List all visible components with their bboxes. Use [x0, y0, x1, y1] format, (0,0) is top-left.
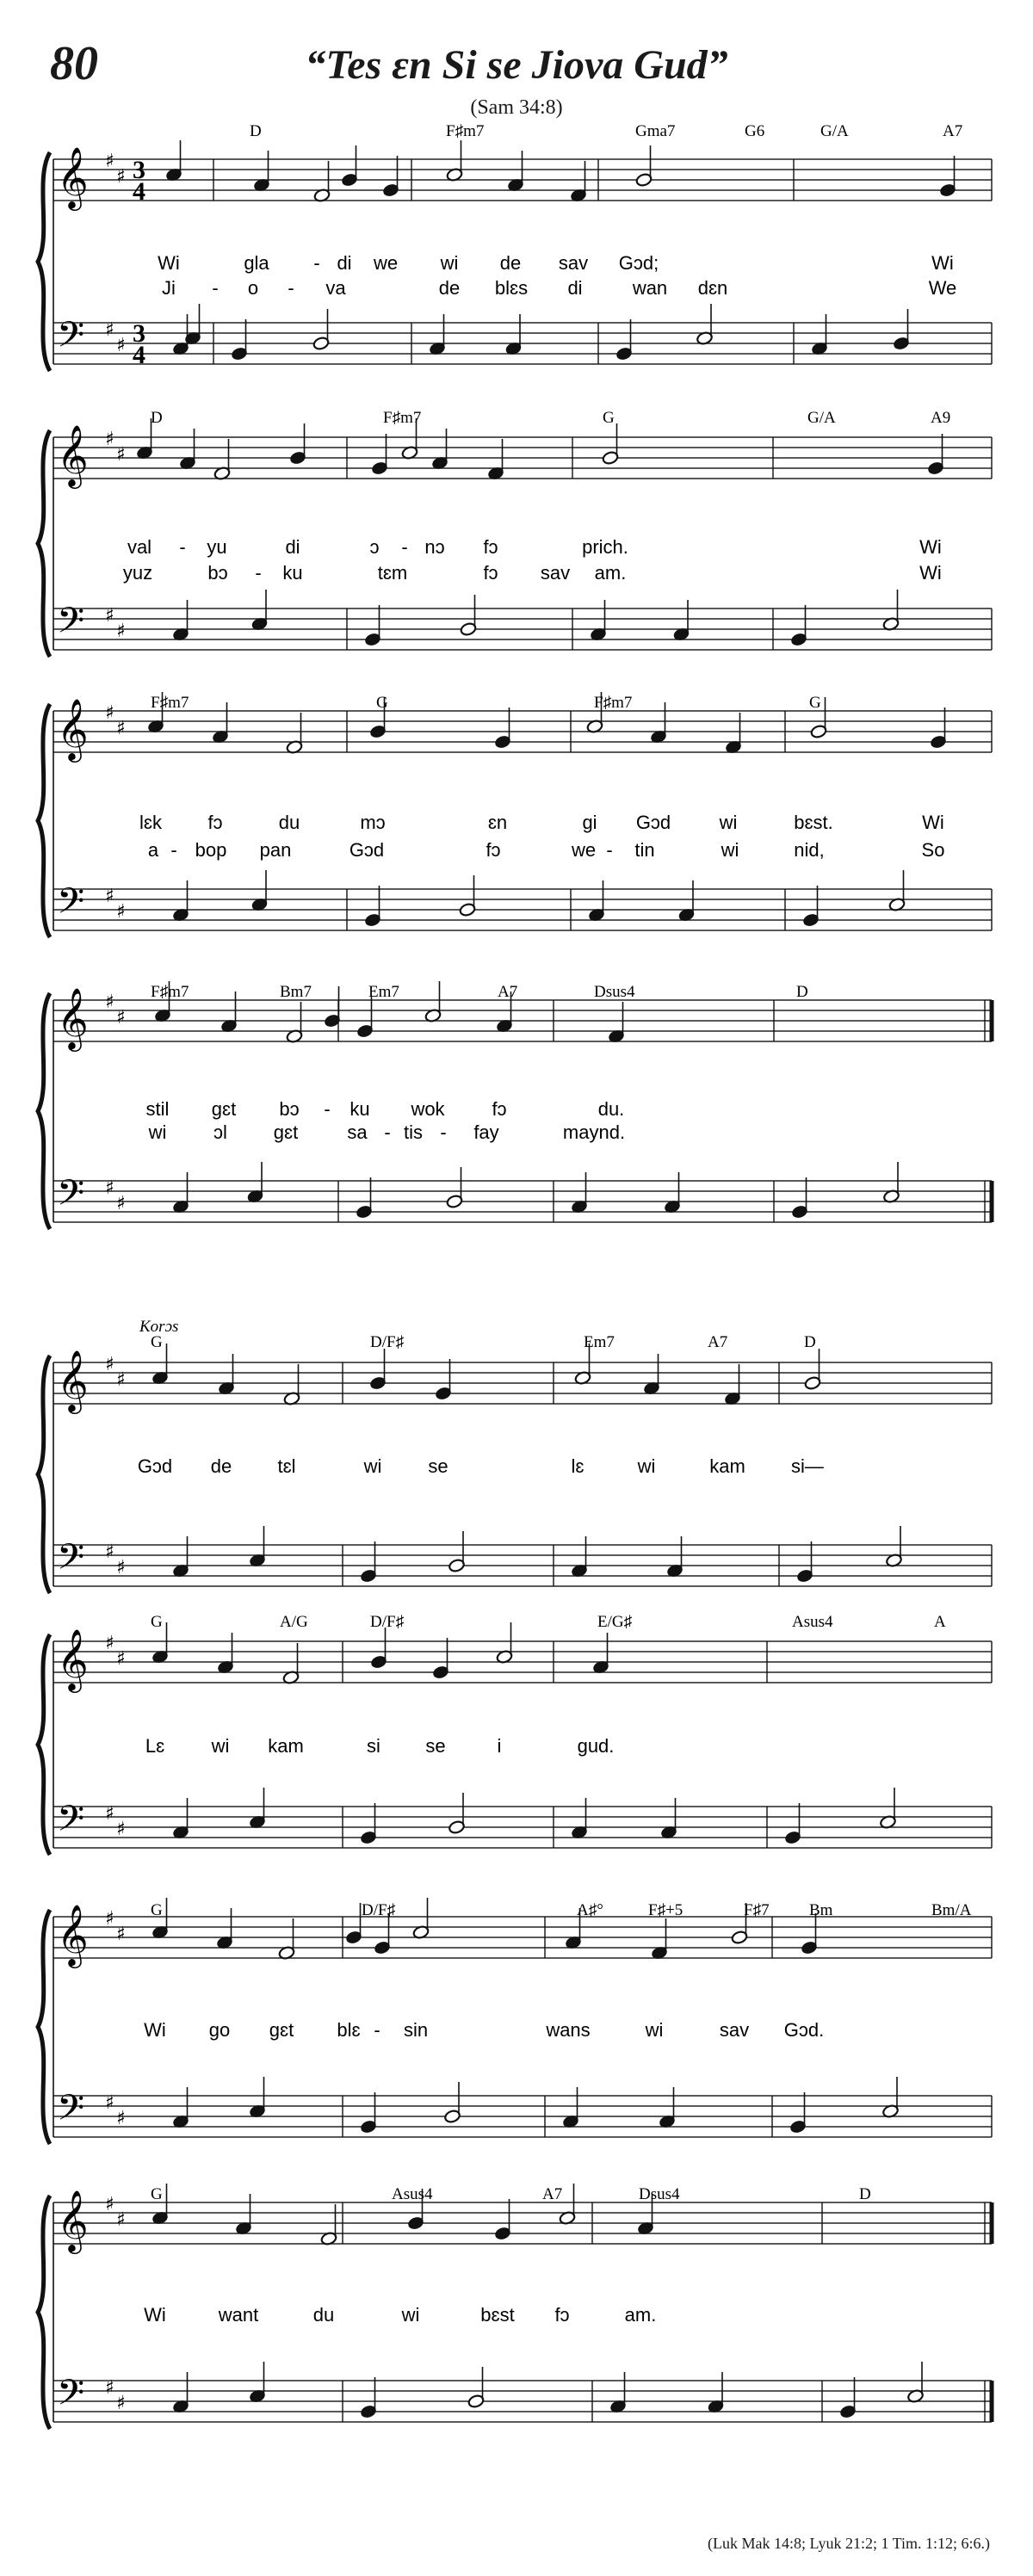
- system-2-lyric-syllable: prich.: [582, 536, 628, 558]
- system-7-lyric-syllable: wi: [645, 2019, 664, 2041]
- system-3-treble-clef-icon: 𝄞: [57, 697, 89, 760]
- system-3-key-sharp-icon: ♯: [105, 702, 114, 724]
- system-1-lyric-syllable: de: [438, 277, 461, 299]
- system-1-lyric-syllable: blɛs: [494, 277, 529, 299]
- system-3-chord-symbol: G: [376, 694, 388, 712]
- system-1-lyric-syllable: -: [212, 277, 219, 299]
- system-3-lyric-syllable: du: [278, 812, 300, 833]
- system-7-bass-clef-icon: 𝄢: [57, 2087, 85, 2137]
- system-5-section-label: Korɔs: [139, 1318, 179, 1336]
- system-4-key-sharp-icon: ♯: [116, 1193, 126, 1214]
- song-title: “Tes ɛn Si se Jiova Gud”: [305, 42, 728, 88]
- system-2-lyric-syllable: fɔ: [483, 562, 498, 584]
- system-4-chord-symbol: D: [796, 983, 808, 1001]
- system-8-lyric-syllable: fɔ: [554, 2304, 570, 2326]
- system-2-lyric-syllable: Wi: [919, 562, 942, 584]
- system-3-lyric-syllable: Gɔd: [349, 839, 385, 861]
- system-1-key-sharp-icon: ♯: [105, 319, 114, 341]
- system-3-lyric-syllable: gi: [582, 812, 597, 833]
- system-2-lyric-syllable: -: [179, 536, 186, 558]
- system-2-system-brace: [38, 430, 50, 657]
- system-1-key-sharp-icon: ♯: [116, 166, 126, 188]
- system-5-lyric-syllable: se: [428, 1455, 448, 1477]
- system-4-key-sharp-icon: ♯: [105, 1177, 114, 1199]
- system-1-lyric-syllable: we: [373, 252, 399, 274]
- system-6-lyric-syllable: kam: [268, 1735, 304, 1757]
- system-4-lyric-syllable: wok: [411, 1098, 445, 1120]
- system-1-bass-clef-icon: 𝄢: [57, 314, 85, 364]
- system-4-lyric-syllable: fɔ: [492, 1098, 507, 1120]
- system-4-lyric-syllable: -: [324, 1098, 331, 1120]
- system-7-chord-symbol: Bm/A: [931, 1901, 972, 1919]
- system-1-time-signature-bottom: 4: [133, 341, 145, 369]
- system-2-lyric-syllable: val: [127, 536, 152, 558]
- system-4-lyric-syllable: fay: [473, 1121, 499, 1143]
- system-2-key-sharp-icon: ♯: [116, 444, 126, 466]
- system-7-chord-symbol: Bm: [809, 1901, 833, 1919]
- system-7-lyric-syllable: Wi: [144, 2019, 166, 2041]
- system-3-lyric-syllable: fɔ: [486, 839, 501, 861]
- system-5-chord-symbol: D/F♯: [370, 1333, 405, 1351]
- system-4-chord-symbol: F♯m7: [151, 983, 189, 1001]
- system-7-treble-clef-icon: 𝄞: [57, 1903, 89, 1966]
- system-7-lyric-syllable: blɛ: [337, 2019, 361, 2041]
- system-5-bass-clef-icon: 𝄢: [57, 1536, 85, 1586]
- system-2-lyric-syllable: yu: [207, 536, 227, 558]
- system-2-lyric-syllable: ɔ: [369, 536, 380, 558]
- system-3-lyric-syllable: lɛk: [139, 812, 162, 833]
- system-7-lyric-syllable: gɛt: [269, 2019, 294, 2041]
- system-2-lyric-syllable: am.: [594, 562, 627, 584]
- system-4-lyric-syllable: ɔl: [213, 1121, 227, 1143]
- system-7-lyric-syllable: Gɔd.: [783, 2019, 825, 2041]
- system-3-chord-symbol: F♯m7: [594, 694, 633, 712]
- system-2-chord-symbol: F♯m7: [383, 409, 422, 427]
- system-6-system-brace: [38, 1634, 50, 1855]
- system-2-key-sharp-icon: ♯: [105, 429, 114, 450]
- system-3-lyric-syllable: nid,: [794, 839, 825, 861]
- system-4-lyric-syllable: -: [440, 1121, 447, 1143]
- system-5-key-sharp-icon: ♯: [105, 1354, 114, 1375]
- system-8-key-sharp-icon: ♯: [116, 2209, 126, 2231]
- system-1-lyric-syllable: wi: [440, 252, 459, 274]
- system-6-chord-symbol: A/G: [280, 1613, 308, 1631]
- system-7-lyric-syllable: sav: [719, 2019, 750, 2041]
- system-1-chord-symbol: F♯m7: [446, 122, 485, 140]
- system-1-treble-clef-icon: 𝄞: [57, 145, 89, 208]
- system-2-lyric-syllable: bɔ: [207, 562, 228, 584]
- system-1-lyric-syllable: dɛn: [697, 277, 728, 299]
- system-4-lyric-syllable: sa: [347, 1121, 368, 1143]
- system-7-key-sharp-icon: ♯: [116, 2108, 126, 2129]
- system-1-time-signature-bottom: 4: [133, 177, 145, 206]
- system-3-lyric-syllable: Wi: [922, 812, 944, 833]
- system-5-lyric-syllable: kam: [709, 1455, 745, 1477]
- system-4-treble-clef-icon: 𝄞: [57, 986, 89, 1049]
- system-1-lyric-syllable: di: [337, 252, 352, 274]
- system-1-lyric-syllable: de: [499, 252, 522, 274]
- system-2-lyric-syllable: tɛm: [377, 562, 408, 584]
- system-2-lyric-syllable: ku: [282, 562, 303, 584]
- system-1-lyric-syllable: wan: [632, 277, 668, 299]
- system-5-lyric-syllable: Gɔd: [137, 1455, 173, 1477]
- system-3-lyric-syllable: mɔ: [360, 812, 386, 833]
- system-3-lyric-syllable: pan: [259, 839, 292, 861]
- system-8-treble-clef-icon: 𝄞: [57, 2189, 89, 2252]
- system-5-chord-symbol: D: [804, 1333, 816, 1351]
- system-3-lyric-syllable: -: [606, 839, 613, 861]
- system-8-chord-symbol: G: [151, 2185, 163, 2203]
- system-4-lyric-syllable: bɔ: [279, 1098, 300, 1120]
- system-2-treble-clef-icon: 𝄞: [57, 423, 89, 486]
- system-6-chord-symbol: D/F♯: [370, 1613, 405, 1631]
- scripture-reference: (Sam 34:8): [470, 96, 563, 119]
- system-1-time-signature-top: 3: [133, 319, 145, 348]
- system-4-lyric-syllable: gɛt: [211, 1098, 237, 1120]
- system-1-lyric-syllable: Wi: [158, 252, 180, 274]
- system-7-lyric-syllable: -: [374, 2019, 380, 2041]
- system-8-lyric-syllable: wi: [401, 2304, 420, 2326]
- system-8-lyric-syllable: am.: [624, 2304, 657, 2326]
- system-5-lyric-syllable: wi: [363, 1455, 382, 1477]
- system-2-lyric-syllable: yuz: [122, 562, 153, 584]
- system-2-lyric-syllable: -: [255, 562, 262, 584]
- system-5-system-brace: [38, 1356, 50, 1593]
- system-1-chord-symbol: Gma7: [635, 122, 676, 140]
- system-6-chord-symbol: A: [934, 1613, 946, 1631]
- system-5-lyric-syllable: wi: [637, 1455, 656, 1477]
- system-8-bass-clef-icon: 𝄢: [57, 2372, 85, 2422]
- system-3-key-sharp-icon: ♯: [105, 886, 114, 907]
- system-2-chord-symbol: G/A: [807, 409, 836, 427]
- system-3-lyric-syllable: wi: [719, 812, 738, 833]
- system-4-lyric-syllable: du.: [597, 1098, 625, 1120]
- system-1-chord-symbol: G/A: [820, 122, 849, 140]
- system-2-chord-symbol: D: [151, 409, 163, 427]
- system-5-lyric-syllable: lɛ: [571, 1455, 585, 1477]
- system-6-lyric-syllable: gud.: [577, 1735, 615, 1757]
- system-1-chord-symbol: A7: [943, 122, 963, 140]
- system-4-lyric-syllable: maynd.: [562, 1121, 626, 1143]
- system-8-lyric-syllable: bɛst: [480, 2304, 515, 2326]
- system-1-chord-symbol: G6: [745, 122, 765, 140]
- system-1-lyric-syllable: va: [325, 277, 346, 299]
- system-7-system-brace: [38, 1910, 50, 2144]
- system-7-key-sharp-icon: ♯: [105, 1908, 114, 1930]
- system-7-chord-symbol: G: [151, 1901, 163, 1919]
- system-1-lyric-syllable: -: [313, 252, 320, 274]
- system-3-lyric-syllable: bɛst.: [794, 812, 833, 833]
- system-4-system-brace: [38, 993, 50, 1229]
- system-1-lyric-syllable: o: [247, 277, 259, 299]
- system-3-key-sharp-icon: ♯: [116, 901, 126, 923]
- system-2-lyric-syllable: -: [401, 536, 408, 558]
- system-5-treble-clef-icon: 𝄞: [57, 1349, 89, 1412]
- system-3-lyric-syllable: a: [147, 839, 159, 861]
- system-4-chord-symbol: A7: [498, 983, 518, 1001]
- system-2-lyric-syllable: nɔ: [424, 536, 445, 558]
- system-2-lyric-syllable: di: [285, 536, 300, 558]
- system-2-key-sharp-icon: ♯: [116, 621, 126, 642]
- system-4-lyric-syllable: ku: [349, 1098, 370, 1120]
- system-6-key-sharp-icon: ♯: [105, 1803, 114, 1825]
- system-1-lyric-syllable: gla: [244, 252, 269, 274]
- system-6-bass-clef-icon: 𝄢: [57, 1798, 85, 1848]
- system-1-time-signature-top: 3: [133, 156, 145, 184]
- footnote-references: (Luk Mak 14:8; Lyuk 21:2; 1 Tim. 1:12; 6:6.): [707, 2535, 990, 2552]
- system-8-key-sharp-icon: ♯: [105, 2377, 114, 2399]
- system-5-chord-symbol: Em7: [584, 1333, 615, 1351]
- system-3-lyric-syllable: So: [921, 839, 945, 861]
- system-1-system-brace: [38, 152, 50, 371]
- system-6-key-sharp-icon: ♯: [116, 1648, 126, 1670]
- system-7-key-sharp-icon: ♯: [116, 1924, 126, 1945]
- system-3-lyric-syllable: Gɔd: [635, 812, 671, 833]
- system-4-chord-symbol: Dsus4: [594, 983, 635, 1001]
- system-3-bass-clef-icon: 𝄢: [57, 880, 85, 930]
- system-1-chord-symbol: D: [250, 122, 262, 140]
- system-6-lyric-syllable: se: [425, 1735, 446, 1757]
- system-1-lyric-syllable: Wi: [931, 252, 954, 274]
- system-4-lyric-syllable: gɛt: [273, 1121, 299, 1143]
- system-1-lyric-syllable: Ji: [162, 277, 176, 299]
- system-7-chord-symbol: A♯°: [577, 1901, 603, 1919]
- system-5-lyric-syllable: si—: [791, 1455, 824, 1477]
- system-4-chord-symbol: Bm7: [280, 983, 312, 1001]
- system-5-key-sharp-icon: ♯: [105, 1541, 114, 1563]
- system-2-lyric-syllable: fɔ: [483, 536, 498, 558]
- system-4-lyric-syllable: tis: [404, 1121, 423, 1143]
- system-4-bass-clef-icon: 𝄢: [57, 1172, 85, 1222]
- system-6-lyric-syllable: Lɛ: [145, 1735, 165, 1757]
- system-8-chord-symbol: A7: [542, 2185, 563, 2203]
- system-7-key-sharp-icon: ♯: [105, 2092, 114, 2114]
- system-8-key-sharp-icon: ♯: [116, 2393, 126, 2414]
- song-number: 80: [50, 37, 98, 90]
- system-1-lyric-syllable: Gɔd;: [618, 252, 659, 274]
- system-3-chord-symbol: G: [809, 694, 821, 712]
- system-5-lyric-syllable: tɛl: [277, 1455, 296, 1477]
- system-6-key-sharp-icon: ♯: [116, 1819, 126, 1840]
- system-8-chord-symbol: D: [859, 2185, 871, 2203]
- system-7-lyric-syllable: wans: [546, 2019, 591, 2041]
- system-2-key-sharp-icon: ♯: [105, 605, 114, 627]
- system-6-lyric-syllable: si: [367, 1735, 380, 1757]
- system-4-key-sharp-icon: ♯: [116, 1007, 126, 1029]
- system-3-lyric-syllable: tin: [634, 839, 655, 861]
- system-1-lyric-syllable: di: [567, 277, 583, 299]
- system-3-lyric-syllable: ɛn: [487, 812, 508, 833]
- system-1-key-sharp-icon: ♯: [105, 151, 114, 172]
- system-7-lyric-syllable: go: [208, 2019, 231, 2041]
- system-5-key-sharp-icon: ♯: [116, 1369, 126, 1391]
- system-5-lyric-syllable: de: [210, 1455, 232, 1477]
- system-6-chord-symbol: Asus4: [792, 1613, 833, 1631]
- system-7-chord-symbol: F♯7: [744, 1901, 770, 1919]
- system-2-lyric-syllable: Wi: [919, 536, 942, 558]
- system-3-chord-symbol: F♯m7: [151, 694, 189, 712]
- system-7-chord-symbol: D/F♯: [362, 1901, 396, 1919]
- system-8-lyric-syllable: du: [312, 2304, 335, 2326]
- system-6-key-sharp-icon: ♯: [105, 1633, 114, 1654]
- system-3-lyric-syllable: fɔ: [207, 812, 223, 833]
- system-6-lyric-syllable: i: [497, 1735, 502, 1757]
- system-3-system-brace: [38, 704, 50, 937]
- system-3-lyric-syllable: wi: [721, 839, 739, 861]
- system-6-lyric-syllable: wi: [211, 1735, 230, 1757]
- system-1-lyric-syllable: -: [288, 277, 294, 299]
- system-7-chord-symbol: F♯+5: [648, 1901, 684, 1919]
- system-8-lyric-syllable: Wi: [144, 2304, 166, 2326]
- system-5-chord-symbol: G: [151, 1333, 163, 1351]
- system-4-chord-symbol: Em7: [368, 983, 399, 1001]
- system-5-key-sharp-icon: ♯: [116, 1557, 126, 1578]
- system-5-chord-symbol: A7: [708, 1333, 728, 1351]
- system-3-key-sharp-icon: ♯: [116, 718, 126, 739]
- system-4-lyric-syllable: stil: [145, 1098, 170, 1120]
- system-4-lyric-syllable: wi: [148, 1121, 167, 1143]
- system-3-lyric-syllable: bop: [195, 839, 227, 861]
- system-4-key-sharp-icon: ♯: [105, 991, 114, 1013]
- system-8-system-brace: [38, 2196, 50, 2429]
- system-8-chord-symbol: Dsus4: [639, 2185, 680, 2203]
- system-8-chord-symbol: Asus4: [392, 2185, 433, 2203]
- system-6-chord-symbol: E/G♯: [597, 1613, 633, 1631]
- system-1-lyric-syllable: sav: [558, 252, 589, 274]
- system-1-key-sharp-icon: ♯: [116, 335, 126, 356]
- system-4-lyric-syllable: -: [384, 1121, 391, 1143]
- system-3-lyric-syllable: we: [571, 839, 597, 861]
- system-1-lyric-syllable: We: [928, 277, 957, 299]
- system-2-chord-symbol: A9: [931, 409, 951, 427]
- system-3-lyric-syllable: -: [170, 839, 177, 861]
- system-6-chord-symbol: G: [151, 1613, 163, 1631]
- system-2-lyric-syllable: sav: [540, 562, 571, 584]
- system-2-bass-clef-icon: 𝄢: [57, 600, 85, 650]
- system-2-chord-symbol: G: [603, 409, 615, 427]
- system-6-treble-clef-icon: 𝄞: [57, 1628, 89, 1690]
- system-8-key-sharp-icon: ♯: [105, 2194, 114, 2215]
- system-8-lyric-syllable: want: [218, 2304, 259, 2326]
- system-7-lyric-syllable: sin: [403, 2019, 429, 2041]
